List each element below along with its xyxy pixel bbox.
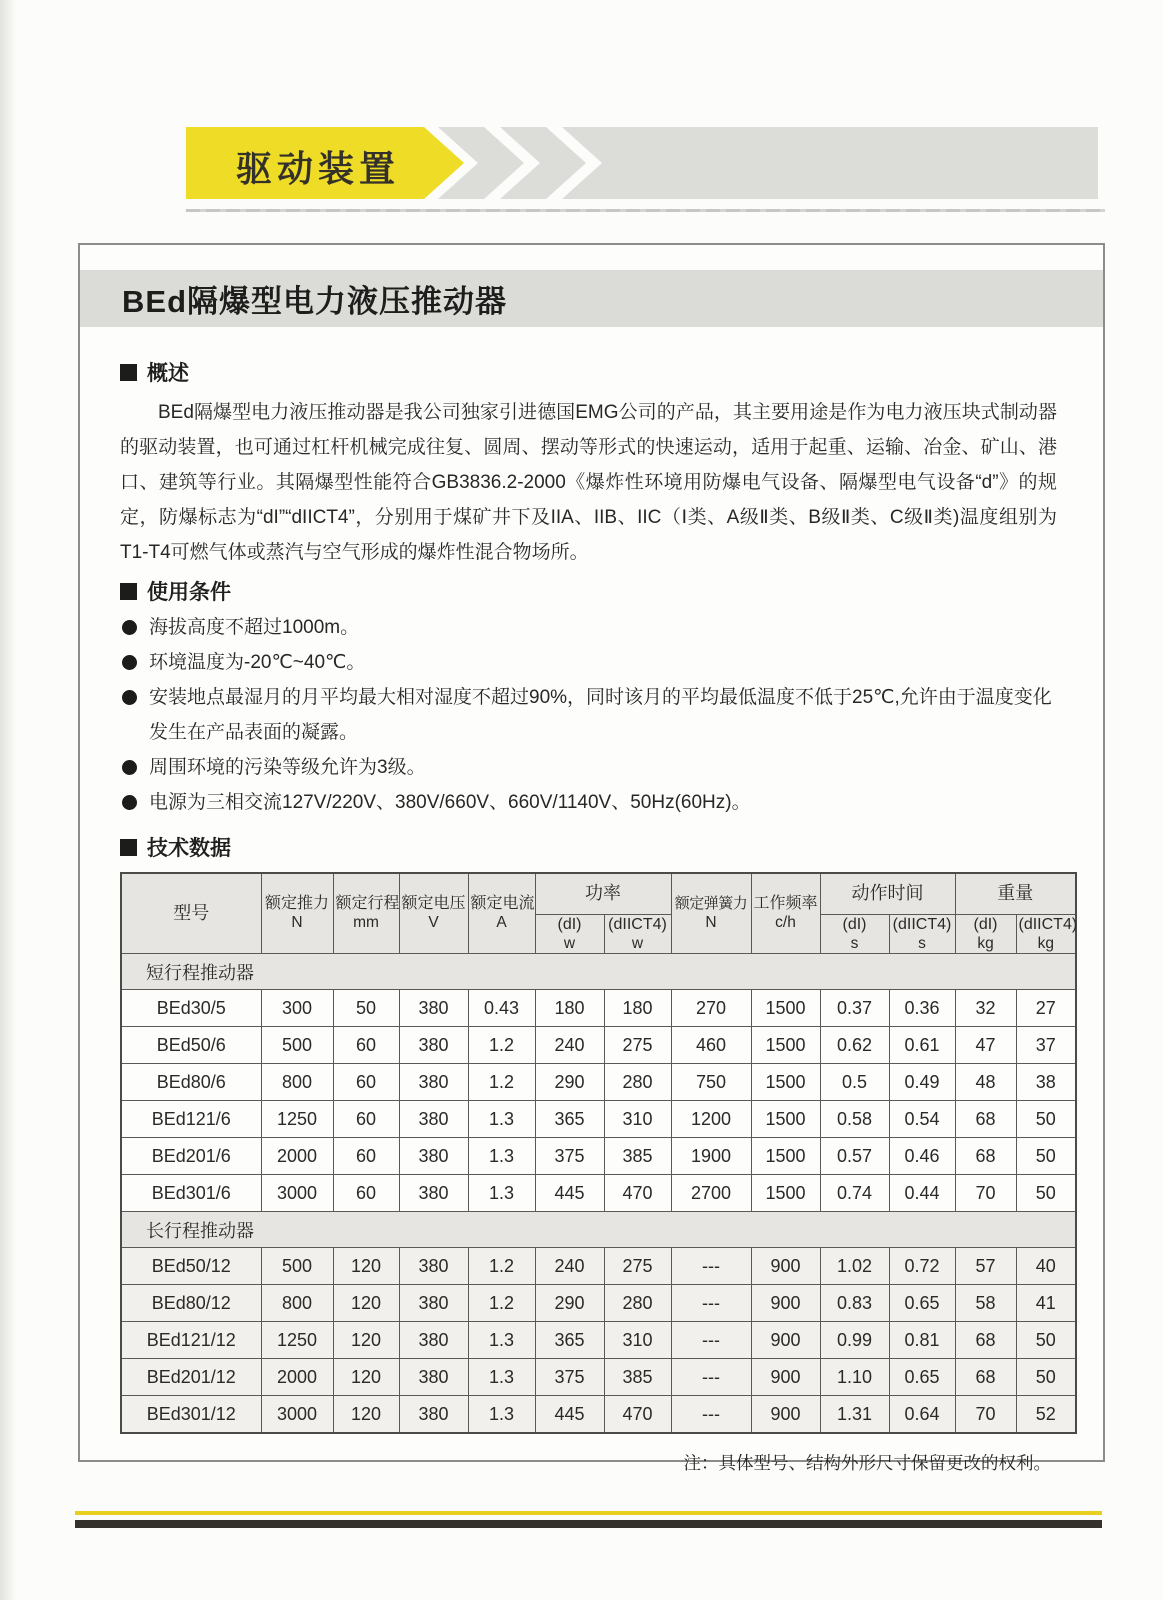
value-cell: 375 bbox=[535, 1138, 604, 1175]
value-cell: 460 bbox=[671, 1027, 751, 1064]
value-cell: 120 bbox=[333, 1359, 399, 1396]
value-cell: 750 bbox=[671, 1064, 751, 1101]
subcol-power-di bbox=[535, 914, 604, 954]
col-header-frequency bbox=[751, 873, 820, 954]
header-unit: kg bbox=[1037, 934, 1054, 952]
content-box bbox=[78, 243, 1105, 1473]
value-cell: 0.65 bbox=[889, 1285, 955, 1322]
table-row bbox=[121, 1064, 1076, 1101]
table-note: 注：具体型号、结构外形尺寸保留更改的权利。 bbox=[683, 1452, 1051, 1473]
value-cell: 900 bbox=[751, 1248, 820, 1285]
header-line: (dIICT4) bbox=[892, 915, 952, 933]
footer-rule-black bbox=[75, 1520, 1102, 1528]
value-cell: 0.74 bbox=[820, 1175, 889, 1212]
banner-underline bbox=[186, 209, 1105, 212]
col-header-current bbox=[468, 873, 535, 954]
value-cell: 0.64 bbox=[889, 1396, 955, 1433]
condition-text: 环境温度为-20℃~40℃。 bbox=[149, 652, 366, 673]
table-section-label: 短行程推动器 bbox=[121, 954, 1076, 990]
value-cell: 180 bbox=[604, 990, 671, 1027]
conditions-list bbox=[120, 610, 1057, 820]
subcol-time-di bbox=[820, 914, 889, 954]
value-cell: 60 bbox=[333, 1064, 399, 1101]
header-line: 工作频率 bbox=[753, 895, 818, 913]
banner-gray-band bbox=[562, 127, 1098, 199]
value-cell: 68 bbox=[955, 1138, 1016, 1175]
value-cell: 27 bbox=[1016, 990, 1076, 1027]
bullet-icon bbox=[122, 655, 137, 670]
header-line: (dI) bbox=[973, 915, 998, 933]
value-cell: 0.72 bbox=[889, 1248, 955, 1285]
page-title: BEd隔爆型电力液压推动器 bbox=[122, 284, 507, 319]
value-cell: 60 bbox=[333, 1101, 399, 1138]
value-cell: 40 bbox=[1016, 1248, 1076, 1285]
value-cell: 50 bbox=[1016, 1359, 1076, 1396]
value-cell: 1.3 bbox=[468, 1101, 535, 1138]
overview-heading bbox=[120, 357, 1057, 387]
model-cell: BEd301/12 bbox=[121, 1396, 261, 1433]
value-cell: 120 bbox=[333, 1322, 399, 1359]
value-cell: 275 bbox=[604, 1027, 671, 1064]
model-cell: BEd301/6 bbox=[121, 1175, 261, 1212]
value-cell: 120 bbox=[333, 1248, 399, 1285]
value-cell: 1.3 bbox=[468, 1138, 535, 1175]
value-cell: 375 bbox=[535, 1359, 604, 1396]
tech-heading-label: 技术数据 bbox=[147, 837, 231, 860]
value-cell: 300 bbox=[261, 990, 333, 1027]
section-marker-icon bbox=[120, 364, 137, 381]
box-body bbox=[80, 357, 1103, 1475]
title-band bbox=[80, 270, 1103, 327]
value-cell: 1500 bbox=[751, 1101, 820, 1138]
bullet-icon bbox=[122, 795, 137, 810]
value-cell: 1250 bbox=[261, 1101, 333, 1138]
value-cell: 270 bbox=[671, 990, 751, 1027]
value-cell: 280 bbox=[604, 1285, 671, 1322]
col-header-thrust bbox=[261, 873, 333, 954]
value-cell: 0.37 bbox=[820, 990, 889, 1027]
subcol-weight-diict4 bbox=[1016, 914, 1076, 954]
value-cell: 500 bbox=[261, 1248, 333, 1285]
header-line: 额定行程 bbox=[335, 895, 400, 913]
value-cell: 380 bbox=[399, 1101, 468, 1138]
value-cell: 800 bbox=[261, 1064, 333, 1101]
value-cell: 68 bbox=[955, 1101, 1016, 1138]
header-unit: A bbox=[496, 914, 507, 932]
value-cell: 1.3 bbox=[468, 1396, 535, 1433]
value-cell: 50 bbox=[1016, 1175, 1076, 1212]
table-row bbox=[121, 1248, 1076, 1285]
value-cell: 280 bbox=[604, 1064, 671, 1101]
table-row bbox=[121, 1285, 1076, 1322]
header-unit: w bbox=[631, 934, 644, 952]
value-cell: 57 bbox=[955, 1248, 1016, 1285]
list-item bbox=[120, 785, 1057, 820]
value-cell: 500 bbox=[261, 1027, 333, 1064]
value-cell: 3000 bbox=[261, 1175, 333, 1212]
value-cell: 800 bbox=[261, 1285, 333, 1322]
conditions-heading bbox=[120, 576, 1057, 606]
header-unit: kg bbox=[977, 934, 994, 952]
value-cell: 68 bbox=[955, 1322, 1016, 1359]
value-cell: 1900 bbox=[671, 1138, 751, 1175]
tech-table bbox=[120, 872, 1077, 1434]
col-header-stroke bbox=[333, 873, 399, 954]
value-cell: 900 bbox=[751, 1285, 820, 1322]
value-cell: 1.2 bbox=[468, 1027, 535, 1064]
value-cell: 50 bbox=[1016, 1101, 1076, 1138]
value-cell: 445 bbox=[535, 1396, 604, 1433]
value-cell: 1.10 bbox=[820, 1359, 889, 1396]
value-cell: 1200 bbox=[671, 1101, 751, 1138]
value-cell: 290 bbox=[535, 1285, 604, 1322]
value-cell: 1500 bbox=[751, 990, 820, 1027]
table-header bbox=[121, 873, 1076, 954]
value-cell: 52 bbox=[1016, 1396, 1076, 1433]
value-cell: 385 bbox=[604, 1359, 671, 1396]
table-row bbox=[121, 1175, 1076, 1212]
col-header-model: 型号 bbox=[121, 873, 261, 954]
value-cell: 470 bbox=[604, 1175, 671, 1212]
value-cell: 240 bbox=[535, 1248, 604, 1285]
value-cell: 900 bbox=[751, 1359, 820, 1396]
value-cell: --- bbox=[671, 1248, 751, 1285]
header-line: 额定推力 bbox=[264, 895, 329, 913]
value-cell: 1.3 bbox=[468, 1322, 535, 1359]
value-cell: 120 bbox=[333, 1285, 399, 1322]
value-cell: 380 bbox=[399, 1027, 468, 1064]
value-cell: 275 bbox=[604, 1248, 671, 1285]
col-group-power: 功率 bbox=[535, 873, 671, 914]
header-line: 额定电流 bbox=[470, 895, 535, 913]
banner-label: 驱动装置 bbox=[236, 148, 401, 189]
table-row bbox=[121, 1138, 1076, 1175]
bullet-icon bbox=[122, 760, 137, 775]
value-cell: 70 bbox=[955, 1396, 1016, 1433]
header-line: (dIICT4) bbox=[1018, 915, 1078, 933]
col-group-weight: 重量 bbox=[955, 873, 1076, 914]
header-unit: mm bbox=[353, 914, 379, 932]
value-cell: 1.3 bbox=[468, 1359, 535, 1396]
tech-table-body bbox=[121, 954, 1076, 1433]
subcol-power-diict4 bbox=[604, 914, 671, 954]
value-cell: 0.83 bbox=[820, 1285, 889, 1322]
table-row bbox=[121, 1396, 1076, 1433]
value-cell: 0.54 bbox=[889, 1101, 955, 1138]
value-cell: 50 bbox=[333, 990, 399, 1027]
conditions-heading-label: 使用条件 bbox=[147, 581, 231, 604]
header-unit: V bbox=[428, 914, 439, 932]
value-cell: 0.49 bbox=[889, 1064, 955, 1101]
subcol-weight-di bbox=[955, 914, 1016, 954]
value-cell: 0.36 bbox=[889, 990, 955, 1027]
value-cell: 380 bbox=[399, 1248, 468, 1285]
value-cell: 0.65 bbox=[889, 1359, 955, 1396]
value-cell: 2700 bbox=[671, 1175, 751, 1212]
footer-accent-line-yellow bbox=[75, 1511, 1102, 1515]
value-cell: 380 bbox=[399, 1285, 468, 1322]
value-cell: 2000 bbox=[261, 1359, 333, 1396]
header-line: 额定电压 bbox=[401, 895, 466, 913]
model-cell: BEd30/5 bbox=[121, 990, 261, 1027]
value-cell: 0.99 bbox=[820, 1322, 889, 1359]
condition-text: 电源为三相交流127V/220V、380V/660V、660V/1140V、50Hz(60Hz)。 bbox=[149, 792, 751, 813]
overview-paragraph: BEd隔爆型电力液压推动器是我公司独家引进德国EMG公司的产品，其主要用途是作为电力液压块式制动器的驱动装置，也可通过杠杆机械完成往复、圆周、摆动等形式的快速运动，适用于起重、运输、冶金、矿山、港口、建筑等行业。其隔爆型性能符合GB3836.2-2000《爆炸性环境用防爆电气设备、隔爆型电气设备“d”》的规定，防爆标志为“dI”“dIICT4”，分别用于煤矿井下及IIA、IIB、IIC（Ⅰ类、A级Ⅱ类、B级Ⅱ类、C级Ⅱ类)温度组别为T1-T4可燃气体或蒸汽与空气形成的爆炸性混合物场所。 bbox=[120, 402, 1057, 563]
header-unit: c/h bbox=[775, 914, 796, 932]
table-row bbox=[121, 1322, 1076, 1359]
value-cell: 0.43 bbox=[468, 990, 535, 1027]
table-section-row bbox=[121, 1212, 1076, 1248]
value-cell: 380 bbox=[399, 1175, 468, 1212]
list-item bbox=[120, 750, 1057, 785]
list-item bbox=[120, 680, 1057, 750]
value-cell: 380 bbox=[399, 990, 468, 1027]
col-header-voltage bbox=[399, 873, 468, 954]
header-unit: s bbox=[918, 934, 926, 952]
table-row bbox=[121, 1359, 1076, 1396]
list-item bbox=[120, 610, 1057, 645]
scan-edge-shadow bbox=[0, 0, 16, 1600]
list-item bbox=[120, 645, 1057, 680]
model-cell: BEd201/6 bbox=[121, 1138, 261, 1175]
value-cell: 310 bbox=[604, 1101, 671, 1138]
value-cell: 445 bbox=[535, 1175, 604, 1212]
value-cell: 50 bbox=[1016, 1138, 1076, 1175]
value-cell: 47 bbox=[955, 1027, 1016, 1064]
value-cell: 1250 bbox=[261, 1322, 333, 1359]
value-cell: 60 bbox=[333, 1027, 399, 1064]
value-cell: 365 bbox=[535, 1322, 604, 1359]
value-cell: 3000 bbox=[261, 1396, 333, 1433]
header-unit: N bbox=[705, 914, 717, 932]
value-cell: 310 bbox=[604, 1322, 671, 1359]
value-cell: 1500 bbox=[751, 1175, 820, 1212]
header-line: 额定弹簧力 bbox=[674, 895, 748, 913]
value-cell: 0.57 bbox=[820, 1138, 889, 1175]
model-cell: BEd80/6 bbox=[121, 1064, 261, 1101]
value-cell: 38 bbox=[1016, 1064, 1076, 1101]
value-cell: 0.44 bbox=[889, 1175, 955, 1212]
header-line: (dIICT4) bbox=[608, 915, 667, 933]
table-row bbox=[121, 1027, 1076, 1064]
header-line: (dI) bbox=[842, 915, 867, 933]
value-cell: 1500 bbox=[751, 1064, 820, 1101]
model-cell: BEd121/12 bbox=[121, 1322, 261, 1359]
table-row bbox=[121, 1101, 1076, 1138]
table-section-label: 长行程推动器 bbox=[121, 1212, 1076, 1248]
table-row bbox=[121, 990, 1076, 1027]
value-cell: 1.02 bbox=[820, 1248, 889, 1285]
value-cell: 365 bbox=[535, 1101, 604, 1138]
tech-heading bbox=[120, 832, 1057, 862]
value-cell: 1.2 bbox=[468, 1248, 535, 1285]
value-cell: 1.3 bbox=[468, 1175, 535, 1212]
value-cell: --- bbox=[671, 1396, 751, 1433]
value-cell: 0.61 bbox=[889, 1027, 955, 1064]
header-line: (dI) bbox=[557, 915, 582, 933]
value-cell: 37 bbox=[1016, 1027, 1076, 1064]
value-cell: 48 bbox=[955, 1064, 1016, 1101]
value-cell: 385 bbox=[604, 1138, 671, 1175]
value-cell: 1500 bbox=[751, 1027, 820, 1064]
header-unit: N bbox=[291, 914, 303, 932]
model-cell: BEd50/12 bbox=[121, 1248, 261, 1285]
value-cell: --- bbox=[671, 1359, 751, 1396]
header-unit: s bbox=[850, 934, 859, 952]
header-unit: w bbox=[563, 934, 576, 952]
value-cell: 60 bbox=[333, 1138, 399, 1175]
value-cell: 380 bbox=[399, 1396, 468, 1433]
bullet-icon bbox=[122, 620, 137, 635]
value-cell: 380 bbox=[399, 1359, 468, 1396]
condition-text: 周围环境的污染等级允许为3级。 bbox=[149, 757, 426, 778]
value-cell: 900 bbox=[751, 1396, 820, 1433]
value-cell: 50 bbox=[1016, 1322, 1076, 1359]
col-group-action-time: 动作时间 bbox=[820, 873, 955, 914]
value-cell: 60 bbox=[333, 1175, 399, 1212]
condition-text: 安装地点最湿月的月平均最大相对湿度不超过90%，同时该月的平均最低温度不低于25℃,允许由于温度变化发生在产品表面的凝露。 bbox=[149, 687, 1052, 743]
value-cell: 70 bbox=[955, 1175, 1016, 1212]
section-marker-icon bbox=[120, 583, 137, 600]
table-section-row bbox=[121, 954, 1076, 990]
subcol-time-diict4 bbox=[889, 914, 955, 954]
model-cell: BEd201/12 bbox=[121, 1359, 261, 1396]
model-cell: BEd121/6 bbox=[121, 1101, 261, 1138]
value-cell: 180 bbox=[535, 990, 604, 1027]
value-cell: 1.2 bbox=[468, 1285, 535, 1322]
value-cell: 380 bbox=[399, 1064, 468, 1101]
value-cell: 470 bbox=[604, 1396, 671, 1433]
overview-heading-label: 概述 bbox=[147, 362, 189, 385]
value-cell: 68 bbox=[955, 1359, 1016, 1396]
value-cell: 290 bbox=[535, 1064, 604, 1101]
value-cell: 0.81 bbox=[889, 1322, 955, 1359]
value-cell: 240 bbox=[535, 1027, 604, 1064]
value-cell: 0.58 bbox=[820, 1101, 889, 1138]
col-header-spring bbox=[671, 873, 751, 954]
model-cell: BEd50/6 bbox=[121, 1027, 261, 1064]
condition-text: 海拔高度不超过1000m。 bbox=[149, 617, 360, 638]
model-cell: BEd80/12 bbox=[121, 1285, 261, 1322]
value-cell: --- bbox=[671, 1285, 751, 1322]
value-cell: 32 bbox=[955, 990, 1016, 1027]
value-cell: 1.31 bbox=[820, 1396, 889, 1433]
value-cell: 380 bbox=[399, 1322, 468, 1359]
header-banner bbox=[186, 127, 1106, 199]
value-cell: 41 bbox=[1016, 1285, 1076, 1322]
value-cell: 58 bbox=[955, 1285, 1016, 1322]
value-cell: 0.62 bbox=[820, 1027, 889, 1064]
value-cell: --- bbox=[671, 1322, 751, 1359]
bullet-icon bbox=[122, 690, 137, 705]
value-cell: 120 bbox=[333, 1396, 399, 1433]
value-cell: 0.5 bbox=[820, 1064, 889, 1101]
value-cell: 2000 bbox=[261, 1138, 333, 1175]
value-cell: 1.2 bbox=[468, 1064, 535, 1101]
value-cell: 900 bbox=[751, 1322, 820, 1359]
section-marker-icon bbox=[120, 839, 137, 856]
value-cell: 0.46 bbox=[889, 1138, 955, 1175]
value-cell: 380 bbox=[399, 1138, 468, 1175]
value-cell: 1500 bbox=[751, 1138, 820, 1175]
